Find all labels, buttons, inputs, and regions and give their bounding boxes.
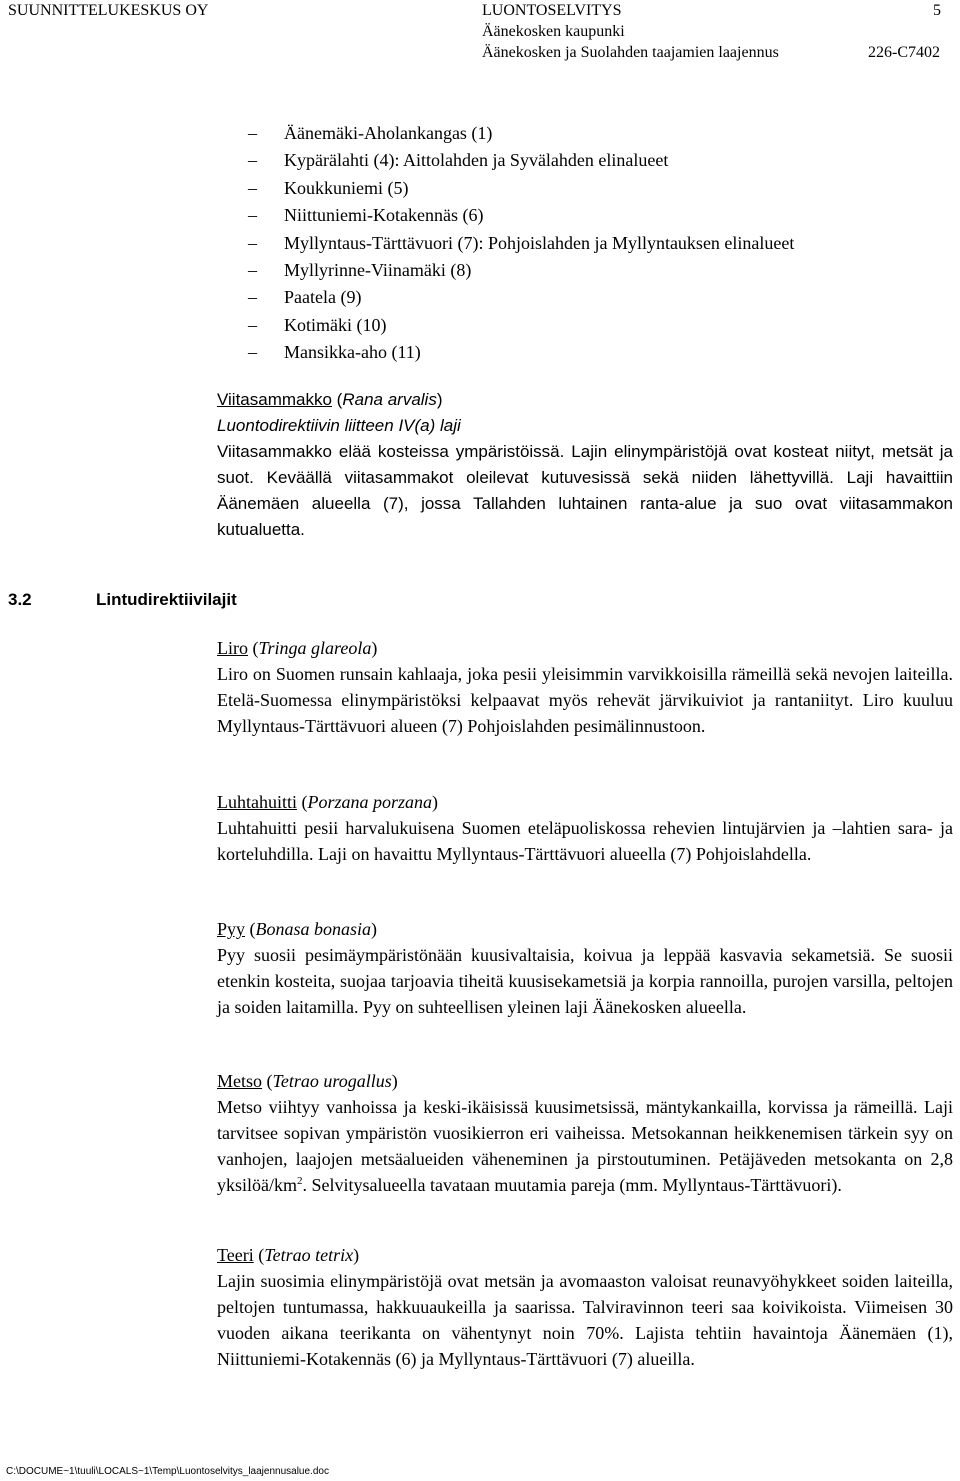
species-pyy: [217, 917, 953, 1021]
species-heading: Liro (Tringa glareola): [217, 638, 378, 658]
species-heading: Luhtahuitti (Porzana porzana): [217, 792, 439, 812]
list-item: – Paatela (9): [248, 284, 794, 311]
species-description: Metso viihtyy vanhoissa ja keski-ikäisissä kuusimetsissä, mäntykankailla, korvissa ja rämeillä. Laji tarvitsee sopivan ympäristön vuosikierron eri vaiheissa. Metsokannan heikkenemisen tärkein syy on vanhojen, laajojen metsäalueiden väheneminen ja pirstoutuminen. Petäjäveden metsokanta on 2,8 yksilöä/$km^2$. Selvitysalueella tavataan muutamia pareja (mm. Myllyntaus-Tärttävuori).: [217, 1096, 953, 1195]
species-heading: Viitasammakko (Rana arvalis): [217, 390, 443, 409]
list-item: – Kotimäki (10): [248, 312, 794, 339]
dash-marker: –: [248, 342, 257, 363]
section-number: 3.2: [8, 590, 32, 609]
section-heading: [8, 588, 237, 612]
list-item: – Koukkuniemi (5): [248, 175, 794, 202]
project-name: Äänekosken ja Suolahden taajamien laajennus: [482, 44, 779, 61]
list-item: – Kypärälahti (4): Aittolahden ja Syvälahden elinalueet: [248, 147, 794, 174]
company-name: SUUNNITTELUKESKUS OY: [8, 2, 209, 19]
list-item: – Mansikka-aho (11): [248, 339, 794, 366]
page-number: 5: [933, 2, 941, 19]
species-description: Viitasammakko elää kosteissa ympäristöissä. Lajin elinympäristöjä ovat kosteat niityt, metsät ja suot. Keväällä viitasammakot oleilevat kutuvesissä sekä niiden lähettyvillä. Laji havaittiin Äänemäen alueella (7), jossa Tallahden luhtainen ranta-alue ja suo ovat viitasammakon kutualuetta.: [217, 441, 953, 539]
species-teeri: [217, 1243, 953, 1373]
species-description: Pyy suosii pesimäympäristönään kuusivaltaisia, koivua ja leppää kasvavia sekametsiä. Se suosii etenkin kosteita, suojaa tarjoavia tiheitä kuusisekametsiä ja korpia rannoilla, purojen varsilla, peltojen ja soiden laitamilla. Pyy on suhteellisen yleinen laji Äänekosken alueella.: [217, 944, 953, 1017]
species-metso: [217, 1069, 953, 1199]
dash-marker: –: [248, 150, 257, 171]
species-luhtahuitti: [217, 790, 953, 868]
dash-marker: –: [248, 314, 257, 335]
species-viitasammakko: [217, 387, 953, 542]
species-description: Liro on Suomen runsain kahlaaja, joka pesii yleisimmin varvikkoisilla rämeillä sekä nevojen laiteilla. Etelä-Suomessa elinympäristöksi kelpaavat myös rehevät järvikuiviot ja rantaniityt. Liro kuuluu Myllyntaus-Tärttävuori alueen (7) Pohjoislahden pesimälinnustoon.: [217, 663, 953, 736]
species-liro: [217, 636, 953, 740]
list-item: – Niittuniemi-Kotakennäs (6): [248, 202, 794, 229]
list-item: – Myllyrinne-Viinamäki (8): [248, 257, 794, 284]
project-code: 226-C7402: [868, 44, 940, 61]
species-description: Luhtahuitti pesii harvalukuisena Suomen eteläpuoliskossa rehevien lintujärvien ja –lahtien sara- ja korteluhdilla. Laji on havaittu Myllyntaus-Tärttävuori alueella (7) Pohjoislahdella.: [217, 817, 953, 864]
list-item: – Myllyntaus-Tärttävuori (7): Pohjoislahden ja Myllyntauksen elinalueet: [248, 230, 794, 257]
species-heading: Pyy (Bonasa bonasia): [217, 919, 378, 939]
dash-marker: –: [248, 287, 257, 308]
dash-marker: –: [248, 260, 257, 281]
file-path-footer: C:\DOCUME~1\tuuli\LOCALS~1\Temp\Luontoselvitys_laajennusalue.doc: [6, 1466, 329, 1477]
species-heading: Teeri (Tetrao tetrix): [217, 1245, 360, 1265]
dash-marker: –: [248, 205, 257, 226]
dash-marker: –: [248, 177, 257, 198]
list-item: – Äänemäki-Aholankangas (1): [248, 120, 794, 147]
municipality: Äänekosken kaupunki: [482, 23, 625, 40]
document-type: LUONTOSELVITYS: [482, 2, 622, 19]
dash-marker: –: [248, 232, 257, 253]
species-heading: Metso (Tetrao urogallus): [217, 1071, 398, 1091]
section-title: Lintudirektiivilajit: [96, 590, 237, 609]
species-description: Lajin suosimia elinympäristöjä ovat metsän ja avomaaston valoisat reunavyöhykkeet soiden laiteilla, peltojen tuntumassa, hakkuuaukeilla ja saarissa. Talviravinnon teeri saa koivikoista. Viimeisen 30 vuoden aikana teerikanta on vähentynyt noin 70%. Lajista tehtiin havaintoja Äänemäen (1), Niittuniemi-Kotakennäs (6) ja Myllyntaus-Tärttävuori (7) alueilla.: [217, 1270, 953, 1369]
area-list: [248, 120, 794, 367]
dash-marker: –: [248, 123, 257, 143]
directive-note: Luontodirektiivin liitteen IV(a) laji: [217, 415, 461, 435]
